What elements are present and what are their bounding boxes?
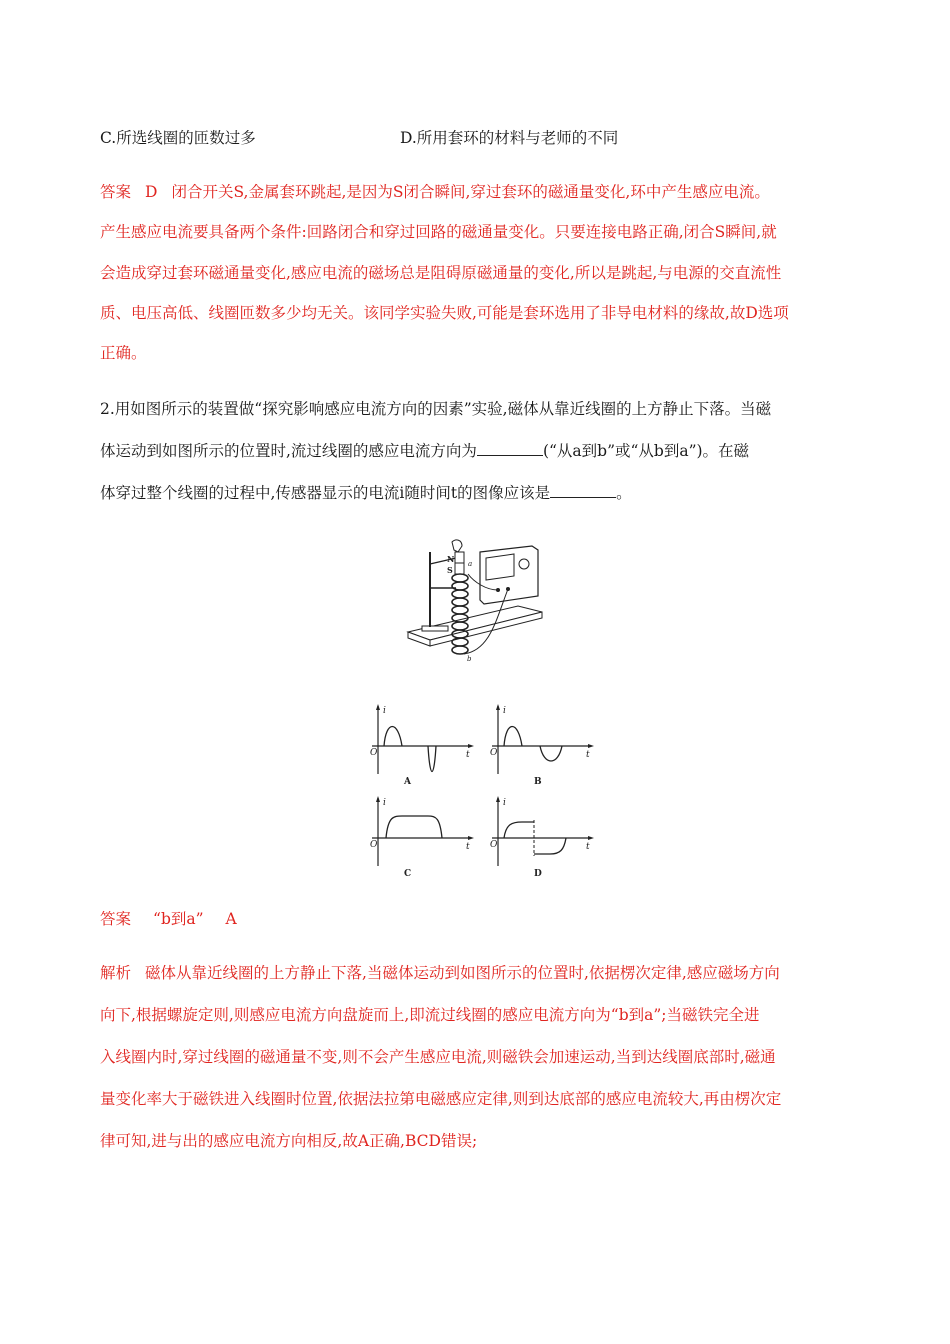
q2-analysis-line: 磁体从靠近线圈的上方静止下落,当磁体运动到如图所示的位置时,依据楞次定律,感应磁场方向 [145, 964, 780, 982]
magnet-north-label: N [447, 554, 455, 564]
axis-i-label: i [383, 798, 386, 808]
q1-option-c[interactable]: C.所选线圈的匝数过多 [100, 129, 256, 147]
q2-analysis-label: 解析 [100, 964, 132, 982]
q2-answer-row [100, 908, 852, 930]
q1-answer-label: 答案 [100, 183, 132, 201]
q2-stem-text: 。 [616, 484, 632, 502]
apparatus-figure [400, 530, 550, 665]
terminal-b-label: b [467, 655, 472, 663]
q1-options-row [100, 127, 852, 149]
q2-answer-label: 答案 [100, 910, 132, 928]
q1-answer-value: D [145, 183, 158, 201]
current-curve [534, 838, 566, 854]
q2-analysis-row [100, 962, 852, 984]
sensor-screen [486, 554, 514, 580]
q1-answer-row [100, 181, 852, 203]
axis-arrow-icon [468, 744, 474, 748]
graph-b [488, 702, 600, 786]
q2-stem-text: 体运动到如图所示的位置时,流过线圈的感应电流方向为 [100, 442, 477, 460]
current-curve [504, 822, 534, 838]
graph-label[interactable]: C [404, 869, 412, 878]
axis-arrow-icon [376, 796, 380, 802]
magnet-south-label: S [447, 565, 453, 575]
graph-label[interactable]: D [534, 869, 542, 878]
stand-base [422, 626, 448, 631]
q2-answer-value-2: A [225, 910, 237, 928]
q1-explanation-line: 产生感应电流要具备两个条件:回路闭合和穿过回路的磁通量变化。只要连接电路正确,闭合S瞬间,就 [100, 223, 777, 241]
axis-arrow-icon [496, 704, 500, 710]
q2-stem-text: 体穿过整个线圈的过程中,传感器显示的电流i随时间t的图像应该是 [100, 484, 551, 502]
graph-c [368, 794, 480, 878]
q1-explanation-line: 闭合开关S,金属套环跳起,是因为S闭合瞬间,穿过套环的磁通量变化,环中产生感应电流。 [171, 183, 770, 201]
axis-arrow-icon [588, 744, 594, 748]
q1-explanation-line: 正确。 [100, 344, 147, 362]
axis-arrow-icon [588, 836, 594, 840]
current-curve [504, 727, 522, 747]
current-curve [428, 746, 436, 772]
q2-analysis-line: 入线圈内时,穿过线圈的磁通量不变,则不会产生感应电流,则磁铁会加速运动,当到达线圈底部时,磁通 [100, 1048, 776, 1066]
axis-arrow-icon [496, 796, 500, 802]
graph-d [488, 794, 600, 878]
current-curve [540, 746, 562, 761]
axis-i-label: i [383, 706, 386, 716]
current-curve [384, 727, 402, 747]
axis-arrow-icon [468, 836, 474, 840]
q2-answer-blank-1[interactable] [477, 441, 543, 456]
q2-stem-line [100, 440, 852, 462]
graph-a [368, 702, 480, 786]
axis-t-label: t [466, 842, 470, 852]
q2-stem-text: (“从a到b”或“从b到a”)。在磁 [542, 442, 750, 460]
axis-i-label: i [503, 798, 506, 808]
q1-option-d[interactable]: D.所用套环的材料与老师的不同 [400, 129, 619, 147]
axis-t-label: t [466, 750, 470, 760]
axis-i-label: i [503, 706, 506, 716]
q2-analysis-line: 向下,根据螺旋定则,则感应电流方向盘旋而上,即流过线圈的感应电流方向为“b到a”;当磁铁完全进 [100, 1006, 760, 1024]
axis-t-label: t [586, 842, 590, 852]
axis-arrow-icon [376, 704, 380, 710]
q2-analysis-line: 量变化率大于磁铁进入线圈时位置,依据法拉第电磁感应定律,则到达底部的感应电流较大,再由楞次定 [100, 1090, 782, 1108]
origin-label: O [370, 748, 378, 758]
coil [452, 574, 468, 654]
q1-explanation-line: 质、电压高低、线圈匝数多少均无关。该同学实验失败,可能是套环选用了非导电材料的缘故,故D选项 [100, 304, 789, 322]
current-curve [386, 816, 442, 838]
origin-label: O [370, 840, 378, 850]
q2-answer-value-1: “b到a” [153, 910, 204, 928]
q1-explanation-line: 会造成穿过套环磁通量变化,感应电流的磁场总是阻碍原磁通量的变化,所以是跳起,与电源的交直流性 [100, 264, 782, 282]
graph-label[interactable]: A [404, 777, 411, 786]
q2-stem-line [100, 482, 852, 504]
q2-analysis-line: 律可知,进与出的感应电流方向相反,故A正确,BCD错误; [100, 1132, 478, 1150]
sensor-dial [519, 559, 529, 569]
axis-t-label: t [586, 750, 590, 760]
q2-answer-blank-2[interactable] [550, 483, 616, 498]
origin-label: O [490, 840, 498, 850]
terminal-a-label: a [468, 560, 473, 568]
q2-stem-line: 2.用如图所示的装置做“探究影响感应电流方向的因素”实验,磁体从靠近线圈的上方静止下落。当磁 [100, 400, 772, 418]
origin-label: O [490, 748, 498, 758]
hand-clamp [452, 540, 462, 552]
graph-label[interactable]: B [534, 777, 542, 786]
